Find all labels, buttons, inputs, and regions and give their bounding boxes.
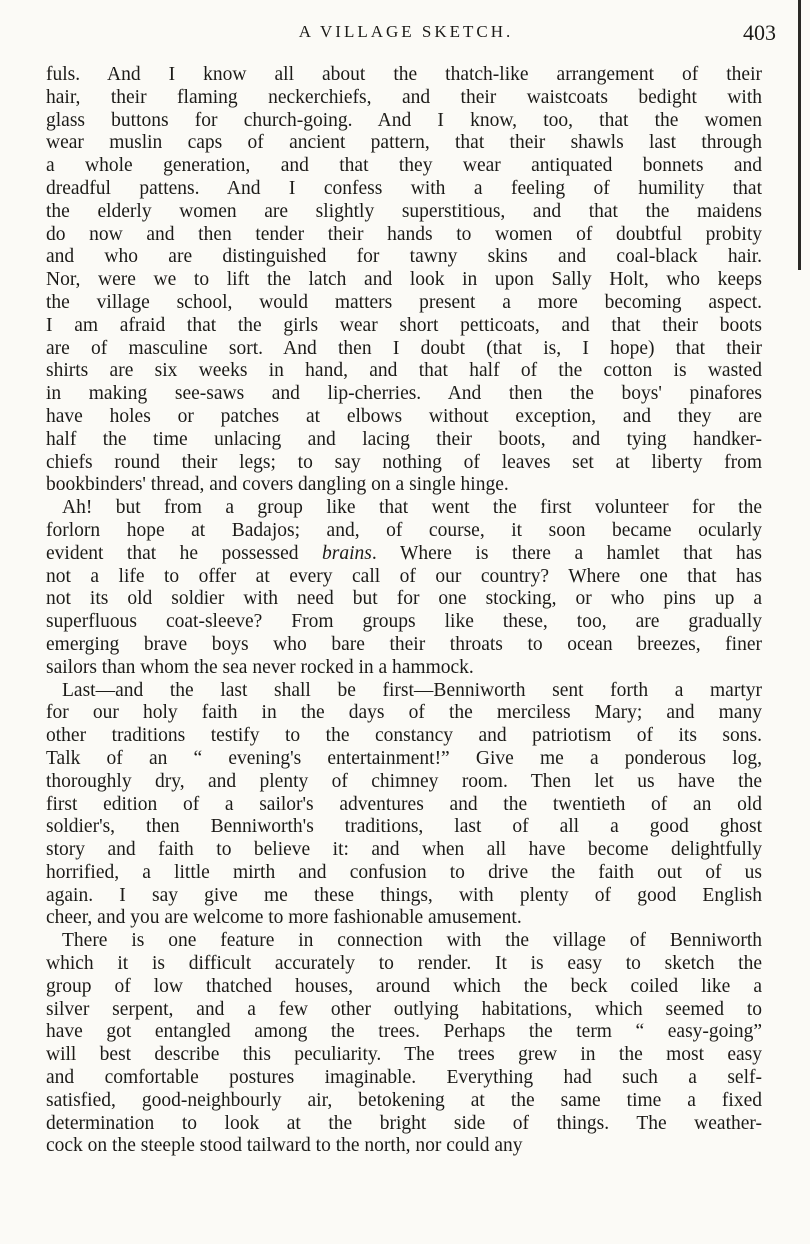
text-line: and who are distinguished for tawny skins and coal-black hair. [46,246,762,268]
text-line: silver serpent, and a few other outlying habitations, which seemed to [46,998,762,1020]
text-line: glass buttons for church-going. And I know, too, that the women [46,109,762,131]
text-line: Last—and the last shall be first—Benniworth sent forth a martyr [62,679,762,701]
text-line: sailors than whom the sea never rocked in a hammock. [46,656,474,678]
page-number: 403 [743,20,776,45]
paragraph [46,64,762,497]
text-line: dreadful pattens. And I confess with a feeling of humility that [46,177,762,199]
text-line: satisfied, good-neighbourly air, betokening at the same time a fixed [46,1089,762,1111]
text-line: have holes or patches at elbows without exception, and they are [46,405,762,427]
paragraph [46,680,762,931]
running-title: A VILLAGE SKETCH. [298,22,514,41]
text-line: determination to look at the bright side of things. The weather- [46,1112,762,1134]
text-line: Ah! but from a group like that went the first volunteer for the [62,497,762,519]
text-line: superfluous coat-sleeve? From groups like these, too, are gradually [46,611,762,633]
text-line: group of low thatched houses, around which the beck coiled like a [46,975,762,997]
text-line: horrified, a little mirth and confusion to drive the faith out of us [46,861,762,883]
text-line: do now and then tender their hands to women of doubtful probity [46,223,762,245]
paragraph [46,930,762,1158]
text-line: first edition of a sailor's adventures and the twentieth of an old [46,793,762,815]
text-line: I am afraid that the girls wear short petticoats, and that their boots [46,314,762,336]
text-line: forlorn hope at Badajos; and, of course, it soon became ocularly [46,519,762,541]
text-line: thoroughly dry, and plenty of chimney room. Then let us have the [46,770,762,792]
text-line: fuls. And I know all about the thatch-like arrangement of their [46,64,762,85]
text-line: have got entangled among the trees. Perhaps the term “ easy-going” [46,1021,762,1043]
text-line: There is one feature in connection with the village of Benniworth [62,930,762,952]
text-line: soldier's, then Benniworth's traditions, last of all a good ghost [46,816,762,838]
running-head [46,20,776,50]
text-line: cock on the steeple stood tailward to the north, nor could any [46,1135,523,1157]
text-line: are of masculine sort. And then I doubt (that is, I hope) that their [46,337,762,359]
text-line: the village school, would matters present a more becoming aspect. [46,291,762,313]
text-line: chiefs round their legs; to say nothing of leaves set at liberty from [46,451,762,473]
text-line: will best describe this peculiarity. The trees grew in the most easy [46,1044,762,1066]
text-line: shirts are six weeks in hand, and that half of the cotton is wasted [46,360,762,382]
text-line: emerging brave boys who bare their throats to ocean breezes, finer [46,633,762,655]
text-line: the elderly women are slightly superstitious, and that the maidens [46,200,762,222]
body-text [46,64,762,1158]
text-line: again. I say give me these things, with plenty of good English [46,884,762,906]
page-edge-rule [798,0,801,270]
text-line: Nor, were we to lift the latch and look in upon Sally Holt, who keeps [46,269,762,291]
text-line: not a life to offer at every call of our country? Where one that has [46,565,762,587]
text-line: in making see-saws and lip-cherries. And then the boys' pinafores [46,383,762,405]
text-line: which it is difficult accurately to render. It is easy to sketch the [46,953,762,975]
text-line: bookbinders' thread, and covers dangling on a single hinge. [46,474,509,496]
text-line: wear muslin caps of ancient pattern, that their shawls last through [46,132,762,154]
text-line: story and faith to believe it: and when all have become delightfully [46,839,762,861]
text-line: for our holy faith in the days of the merciless Mary; and many [46,702,762,724]
text-line: a whole generation, and that they wear antiquated bonnets and [46,155,762,177]
text-line: hair, their flaming neckerchiefs, and their waistcoats bedight with [46,86,762,108]
text-line: other traditions testify to the constancy and patriotism of its sons. [46,725,762,747]
text-line: Talk of an “ evening's entertainment!” Give me a ponderous log, [46,747,762,769]
text-line: cheer, and you are welcome to more fashionable amusement. [46,907,522,929]
text-line: half the time unlacing and lacing their boots, and tying handker- [46,428,762,450]
paragraph [46,497,762,679]
text-line: not its old soldier with need but for one stocking, or who pins up a [46,588,762,610]
text-line: evident that he possessed brains. Where is there a hamlet that has [46,542,762,564]
text-line: and comfortable postures imaginable. Everything had such a self- [46,1067,762,1089]
